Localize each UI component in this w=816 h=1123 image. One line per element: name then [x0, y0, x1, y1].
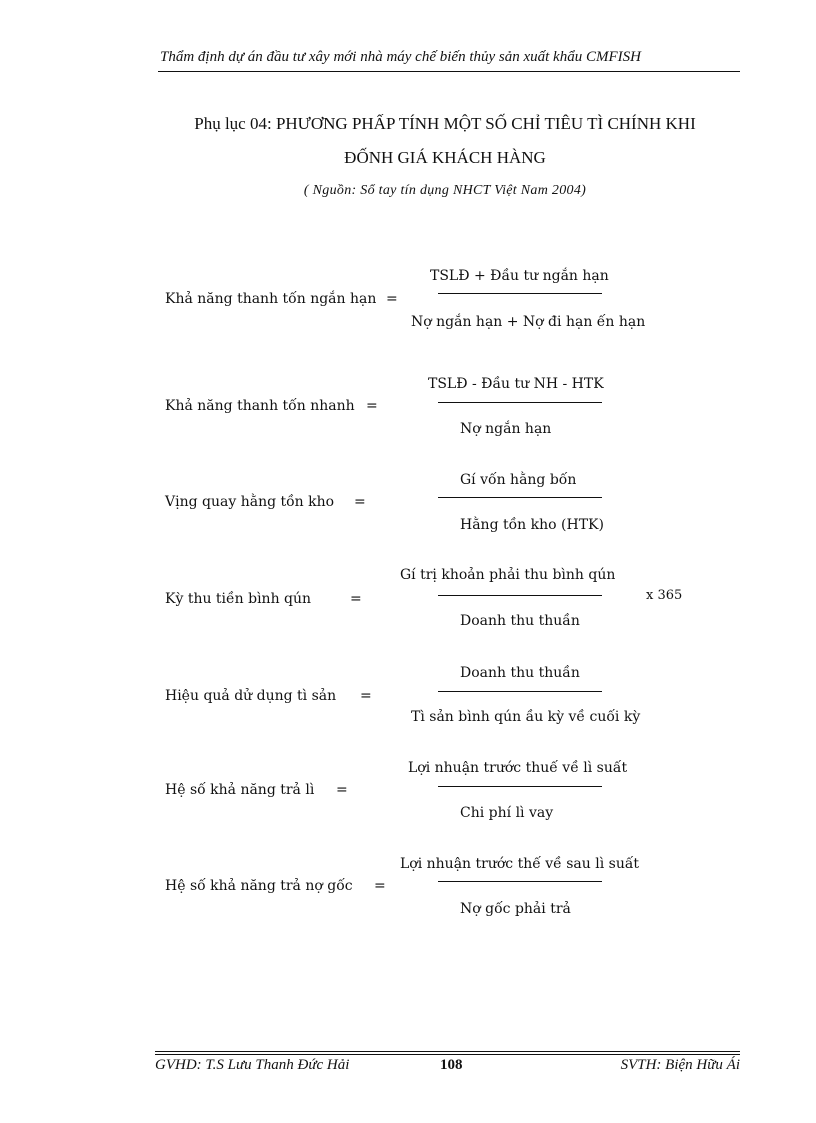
footer-student: SVTH: Biện Hữu Ái [620, 1057, 740, 1073]
formula-denominator: Nợ gốc phải trả [460, 901, 571, 917]
formula-denominator: Tì sản bình qún ầu kỳ về cuối kỳ [411, 709, 641, 725]
footer-divider [155, 1051, 740, 1052]
formula-denominator: Hằng tồn kho (HTK) [460, 517, 604, 533]
equals-sign: = [374, 878, 386, 894]
fraction-bar [438, 402, 602, 403]
equals-sign: = [386, 291, 398, 307]
equals-sign: = [360, 688, 372, 704]
footer-divider [155, 1054, 740, 1055]
formula-label: Hiệu quả dử dụng tì sản [165, 688, 337, 704]
equals-sign: = [354, 494, 366, 510]
formula-label: Kỳ thu tiền bình qún [165, 591, 312, 607]
fraction-bar [438, 881, 602, 882]
formula-label: Vịng quay hằng tồn kho [165, 494, 335, 510]
fraction-bar [438, 595, 602, 596]
formula-numerator: Lợi nhuận trước thế về sau lì suất [400, 856, 640, 872]
formula-denominator: Nợ ngắn hạn [460, 421, 552, 437]
equals-sign: = [350, 591, 362, 607]
fraction-bar [438, 497, 602, 498]
page-number: 108 [440, 1057, 463, 1073]
footer-advisor: GVHD: T.S Lưu Thanh Đức Hải [155, 1057, 350, 1073]
header-title: Thẩm định dự án đầu tư xây mới nhà máy chế biến thủy sản xuất khẩu CMFISH [160, 49, 641, 65]
source-note: ( Nguồn: Sổ tay tín dụng NHCT Việt Nam 2004) [303, 183, 587, 198]
formula-numerator: Doanh thu thuần [460, 665, 580, 681]
formula-numerator: TSLĐ + Đầu tư ngắn hạn [430, 268, 609, 284]
formula-denominator: Nợ ngắn hạn + Nợ đi hạn ến hạn [411, 314, 646, 330]
equals-sign: = [366, 398, 378, 414]
formula-numerator: Lợi nhuận trước thuế về lì suất [408, 760, 628, 776]
fraction-bar [438, 691, 602, 692]
appendix-title-line1: Phụ lục 04: PHƯƠNG PHẤP TÍNH MỘT SỐ CHỈ TIÊU TÌ CHÍNH KHI [194, 114, 696, 133]
formula-label: Hệ số khả năng trả lì [165, 782, 315, 798]
formula-label: Hệ số khả năng trả nợ gốc [165, 878, 353, 894]
header-divider [158, 71, 740, 72]
appendix-title-line2: ĐỐNH GIÁ KHÁCH HÀNG [344, 148, 546, 167]
fraction-bar [438, 293, 602, 294]
formula-label: Khả năng thanh tốn ngắn hạn [165, 291, 377, 307]
formula-denominator: Chi phí lì vay [460, 805, 554, 821]
formula-denominator: Doanh thu thuần [460, 613, 580, 629]
formula-numerator: TSLĐ - Đầu tư NH - HTK [428, 376, 604, 392]
equals-sign: = [336, 782, 348, 798]
multiplier: x 365 [646, 588, 683, 603]
fraction-bar [438, 786, 602, 787]
formula-label: Khả năng thanh tốn nhanh [165, 398, 355, 414]
formula-numerator: Gí trị khoản phải thu bình qún [400, 567, 616, 583]
formula-numerator: Gí vốn hằng bốn [460, 472, 577, 488]
